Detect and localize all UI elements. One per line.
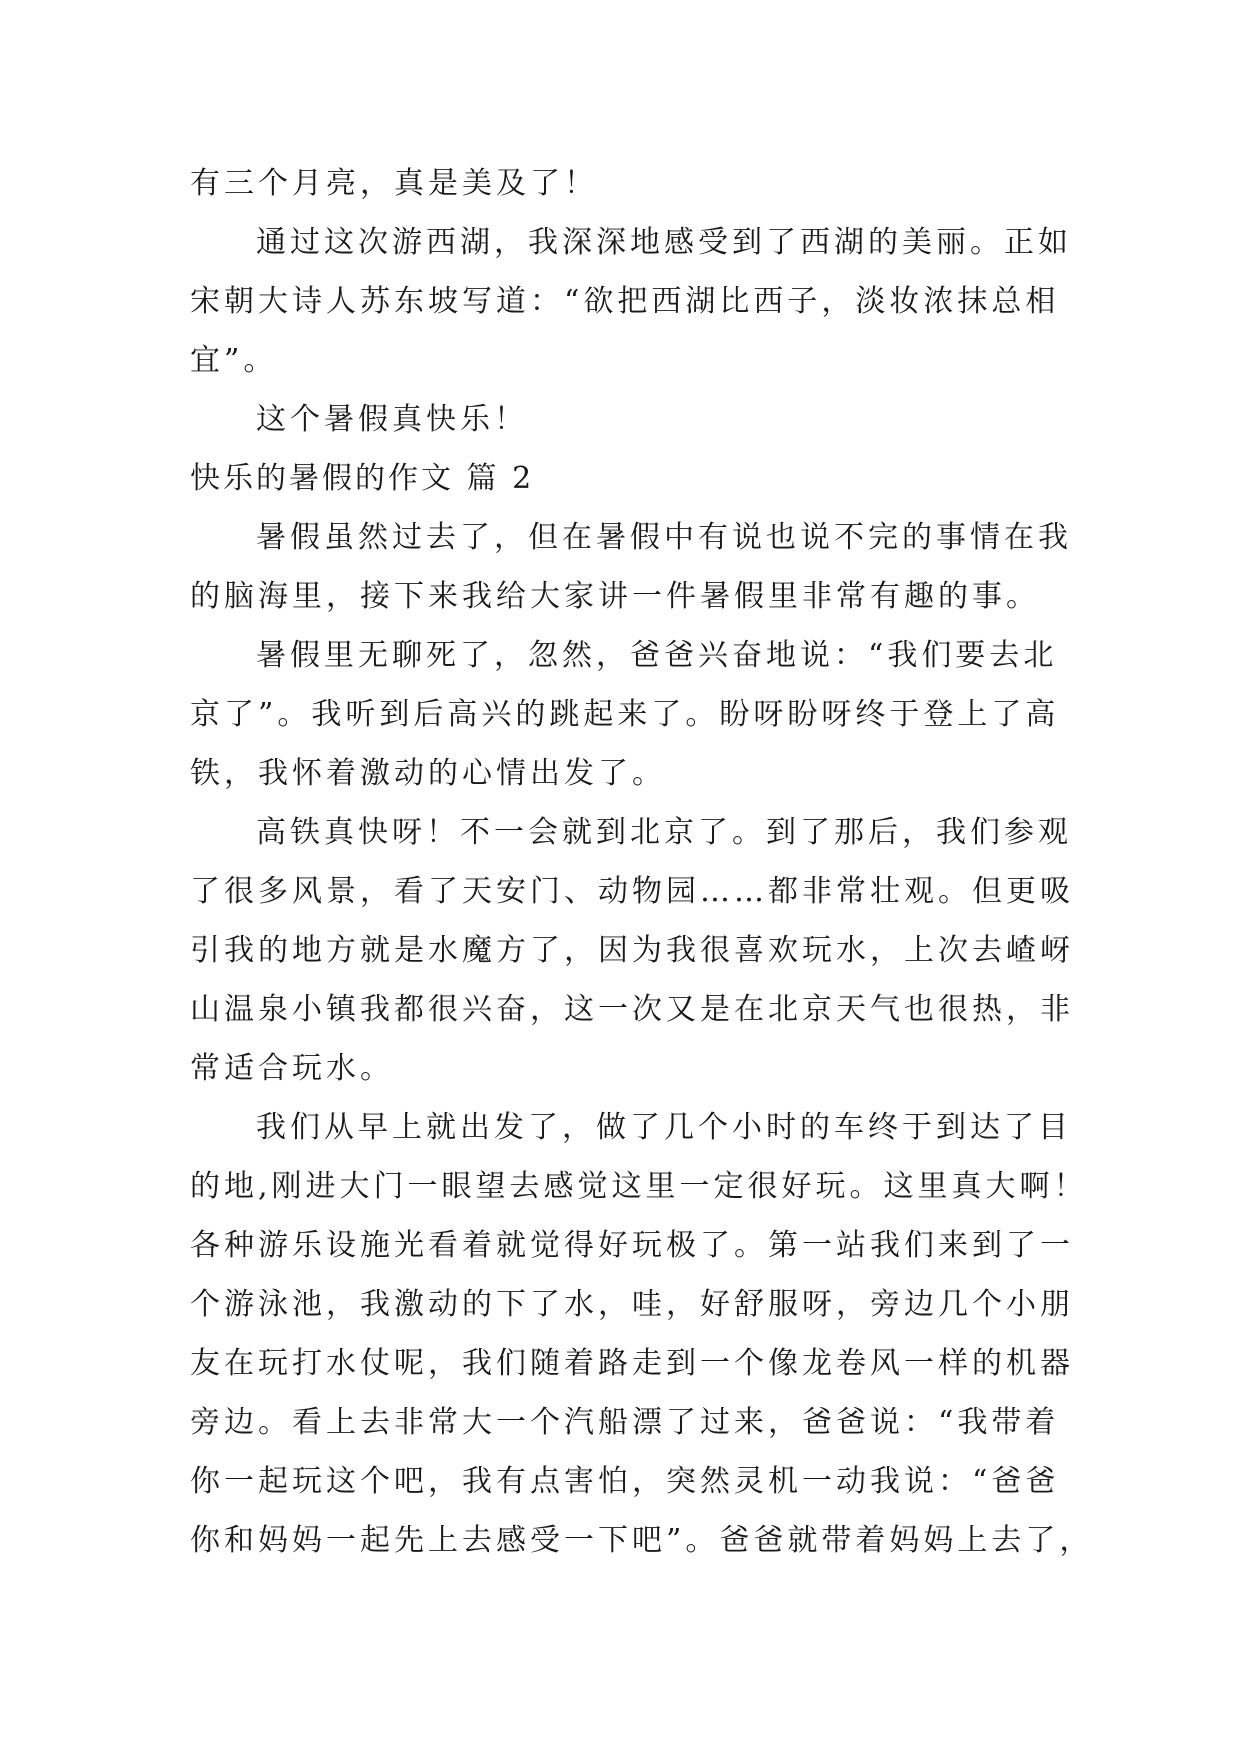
text-line: 各种游乐设施光看着就觉得好玩极了。第一站我们来到了一: [190, 1228, 1074, 1263]
text-line: 的地,刚进大门一眼望去感觉这里一定很好玩。这里真大啊！: [190, 1169, 1088, 1204]
paragraph-start-line: 通过这次游西湖，我深深地感受到了西湖的美丽。正如: [256, 225, 1072, 260]
text-line: 京了”。我听到后高兴的跳起来了。盼呀盼呀终于登上了高: [190, 697, 1060, 732]
text-line: 宋朝大诗人苏东坡写道：“欲把西湖比西子，淡妆浓抹总相: [190, 284, 1060, 319]
text-line: 你和妈妈一起先上去感受一下吧”。爸爸就带着妈妈上去了，: [190, 1523, 1094, 1558]
text-line: 了很多风景，看了天安门、动物园……都非常壮观。但更吸: [190, 874, 1074, 909]
text-line: 的脑海里，接下来我给大家讲一件暑假里非常有趣的事。: [190, 579, 1040, 614]
text-line: 宜”。: [190, 343, 278, 378]
paragraph-start-line: 这个暑假真快乐！: [256, 402, 528, 437]
paragraph-start-line: 我们从早上就出发了，做了几个小时的车终于到达了目: [256, 1110, 1072, 1145]
text-line: 山温泉小镇我都很兴奋，这一次又是在北京天气也很热，非: [190, 992, 1074, 1027]
paragraph-start-line: 暑假里无聊死了，忽然，爸爸兴奋地说：“我们要去北: [256, 638, 1058, 673]
paragraph-start-line: 高铁真快呀！不一会就到北京了。到了那后，我们参观: [256, 815, 1072, 850]
section-heading: 快乐的暑假的作文 篇 2: [190, 461, 535, 496]
text-line: 铁，我怀着激动的心情出发了。: [190, 756, 666, 791]
text-line: 友在玩打水仗呢，我们随着路走到一个像龙卷风一样的机器: [190, 1346, 1074, 1381]
text-line: 常适合玩水。: [190, 1051, 394, 1086]
text-line: 有三个月亮，真是美及了！: [190, 166, 598, 201]
essay-body: [190, 154, 1094, 1570]
paragraph-start-line: 暑假虽然过去了，但在暑假中有说也说不完的事情在我: [256, 520, 1072, 555]
text-line: 个游泳池，我激动的下了水，哇，好舒服呀，旁边几个小朋: [190, 1287, 1074, 1322]
text-line: 旁边。看上去非常大一个汽船漂了过来，爸爸说：“我带着: [190, 1405, 1060, 1440]
text-line: 你一起玩这个吧，我有点害怕，突然灵机一动我说：“爸爸: [190, 1464, 1060, 1499]
text-line: 引我的地方就是水魔方了，因为我很喜欢玩水，上次去嵖岈: [190, 933, 1074, 968]
